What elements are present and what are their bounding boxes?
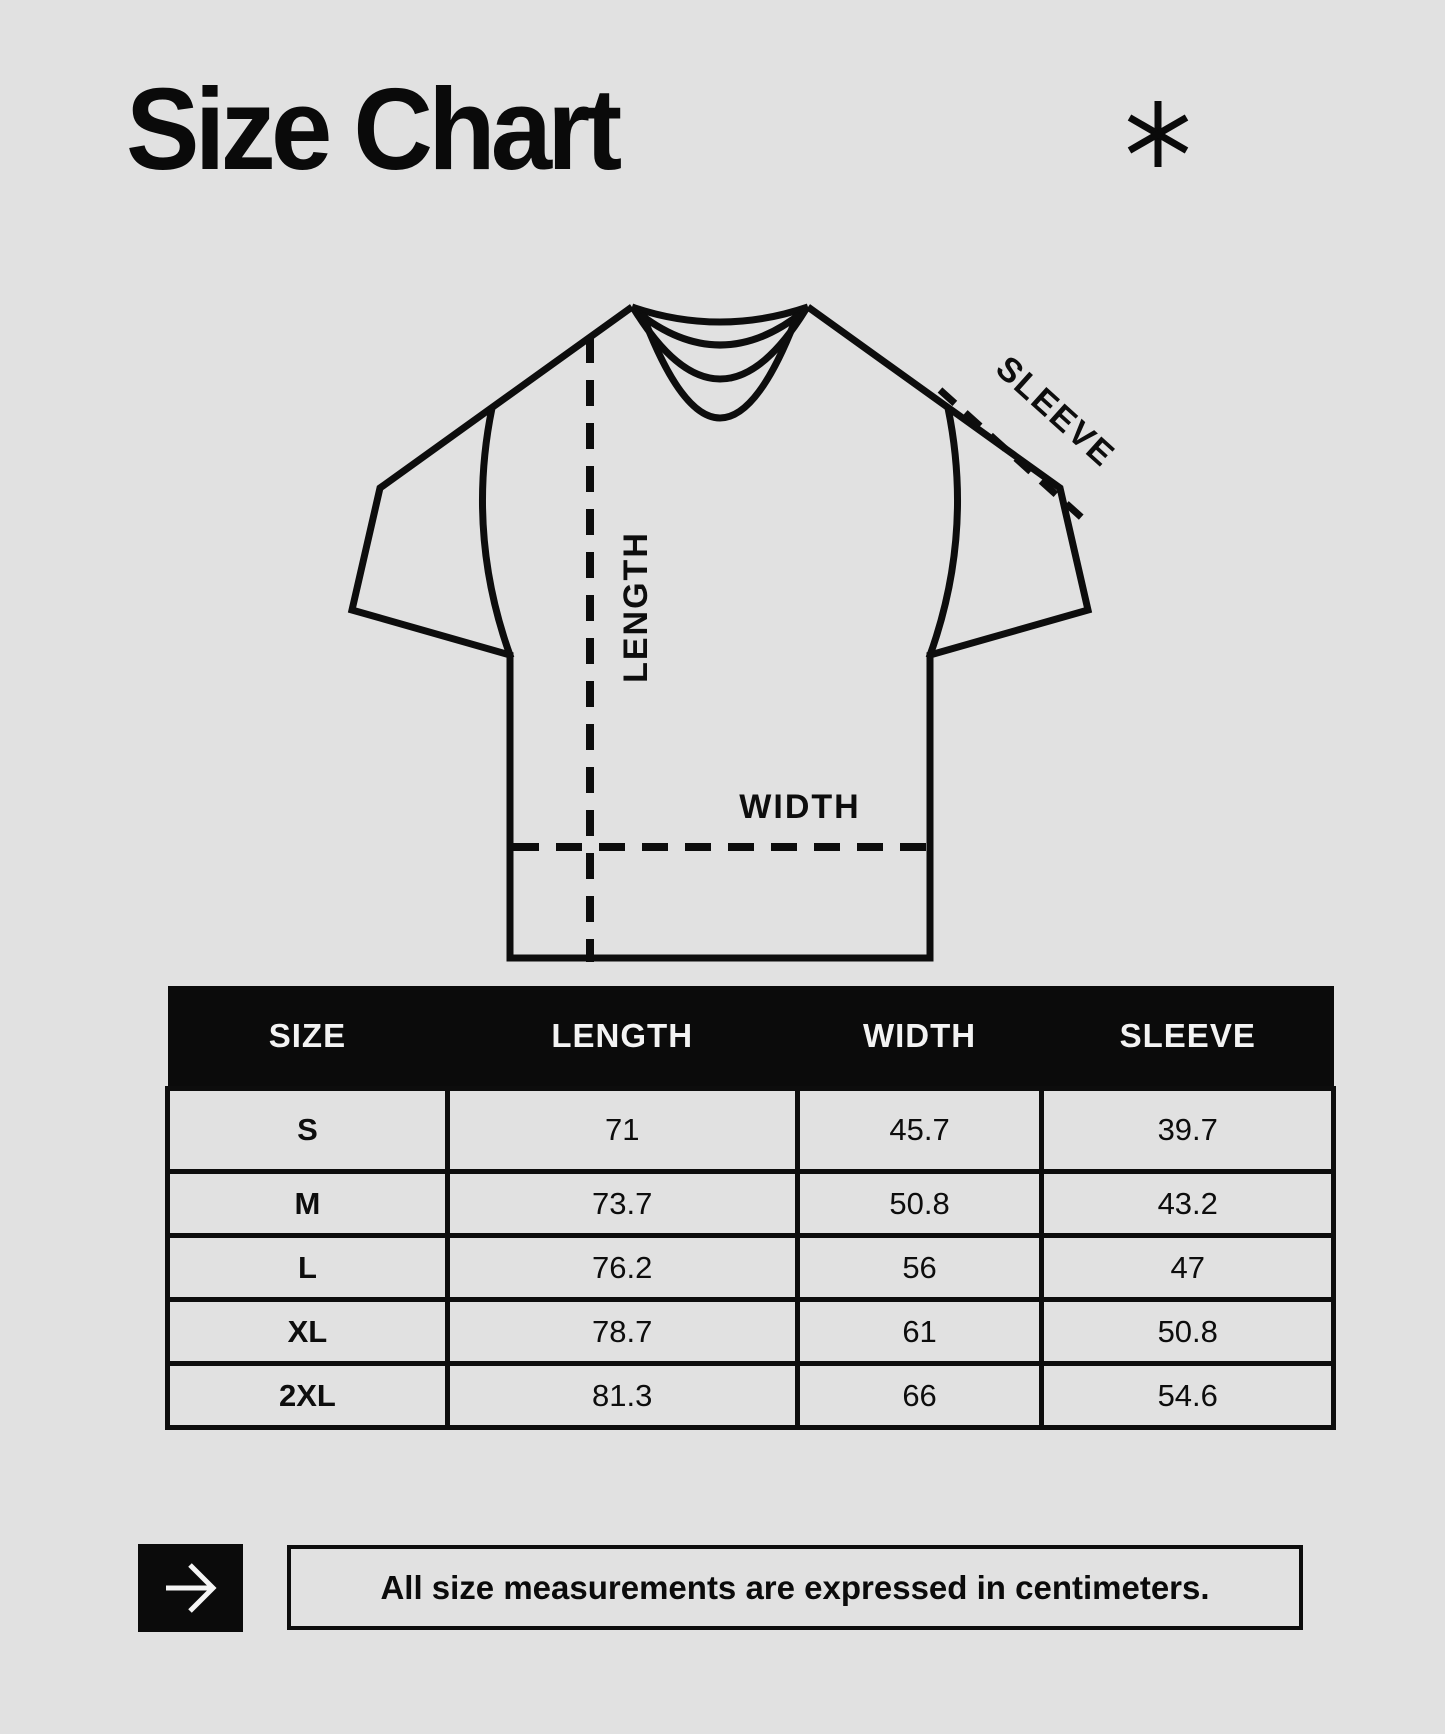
table-row [168,1364,1334,1428]
table-row [168,1300,1334,1364]
collar-lines [632,307,808,418]
size-cell: S [168,1089,448,1172]
header-width: WIDTH [797,986,1042,1089]
value-cell: 78.7 [447,1300,797,1364]
value-cell: 76.2 [447,1236,797,1300]
value-cell: 39.7 [1042,1089,1334,1172]
width-label: WIDTH [739,788,861,826]
value-cell: 61 [797,1300,1042,1364]
size-cell: L [168,1236,448,1300]
header-sleeve: SLEEVE [1042,986,1334,1089]
size-cell: XL [168,1300,448,1364]
arrow-right-icon [160,1561,222,1615]
value-cell: 56 [797,1236,1042,1300]
value-cell: 66 [797,1364,1042,1428]
value-cell: 71 [447,1089,797,1172]
page-title: Size Chart [126,64,618,194]
tshirt-outline [352,307,1088,958]
header-length: LENGTH [447,986,797,1089]
value-cell: 54.6 [1042,1364,1334,1428]
size-table [165,986,1336,1430]
value-cell: 47 [1042,1236,1334,1300]
table-row [168,1089,1334,1172]
value-cell: 45.7 [797,1089,1042,1172]
value-cell: 43.2 [1042,1172,1334,1236]
value-cell: 81.3 [447,1364,797,1428]
value-cell: 50.8 [1042,1300,1334,1364]
measurement-note-text: All size measurements are expressed in centimeters. [380,1568,1210,1606]
table-row [168,1172,1334,1236]
table-header-row [168,986,1334,1089]
sleeve-label: SLEEVE [988,348,1123,475]
size-cell: M [168,1172,448,1236]
size-cell: 2XL [168,1364,448,1428]
value-cell: 50.8 [797,1172,1042,1236]
table-row [168,1236,1334,1300]
value-cell: 73.7 [447,1172,797,1236]
header-size: SIZE [168,986,448,1089]
measurement-note-box [287,1545,1303,1630]
length-label: LENGTH [617,531,655,683]
armhole-seams [482,408,957,658]
arrow-button[interactable] [138,1544,243,1632]
size-table-body [168,1089,1334,1428]
